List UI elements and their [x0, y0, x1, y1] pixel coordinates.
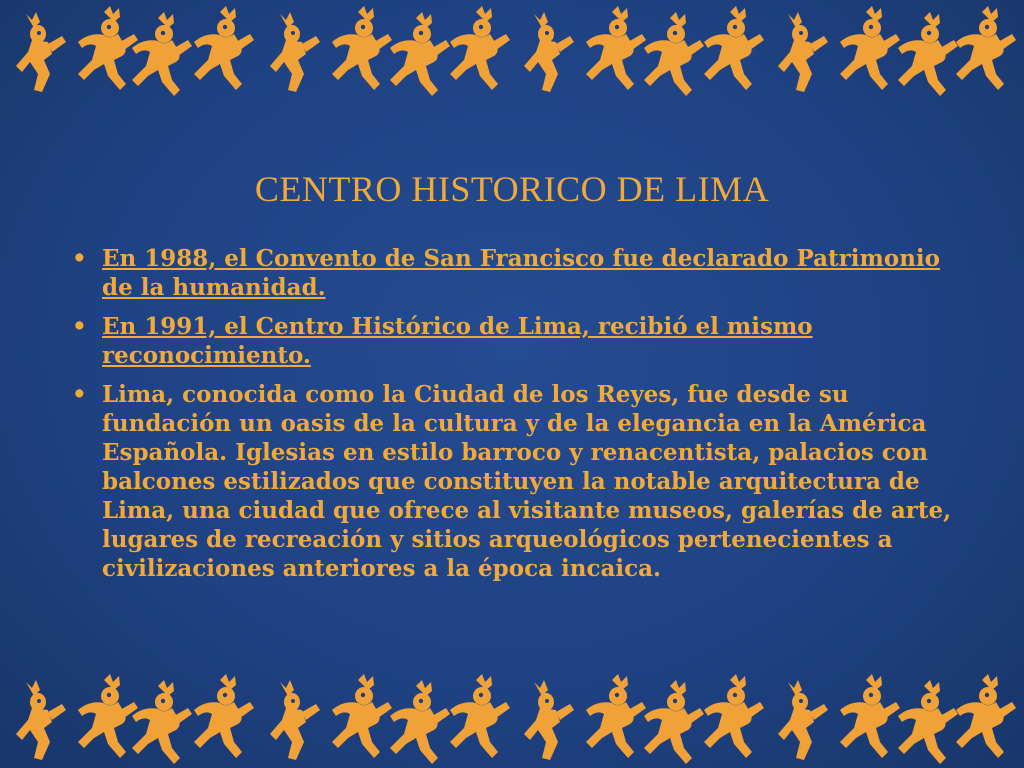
bullet-item[interactable] [72, 244, 952, 302]
decorative-frieze-top [0, 0, 1024, 100]
decorative-frieze-bottom [0, 668, 1024, 768]
bullet-icon: • [72, 313, 87, 340]
bullet-icon: • [72, 381, 87, 408]
bullet-list [72, 244, 952, 593]
bullet-text: Lima, conocida como la Ciudad de los Reyes, fue desde su fundación un oasis de la cultura y de la elegancia en la América Española. Iglesias en estilo barroco y renacentista, palacios con balcones estilizados que constituyen la notable arquitectura de Lima, una ciudad que ofrece al visitante museos, galerías de arte, lugares de recreación y sitios arqueológicos pertenecientes a civilizaciones anteriores a la época incaica. [102, 381, 952, 582]
figures-frieze-top-icon [0, 0, 1024, 100]
bullet-text-link[interactable]: En 1988, el Convento de San Francisco fue declarado Patrimonio de la humanidad. [102, 245, 941, 301]
bullet-item [72, 380, 952, 583]
bullet-icon: • [72, 245, 87, 272]
bullet-text-link[interactable]: En 1991, el Centro Histórico de Lima, recibió el mismo reconocimiento. [102, 313, 813, 369]
figures-frieze-bottom-icon [0, 668, 1024, 768]
slide-title: CENTRO HISTORICO DE LIMA [254, 169, 770, 209]
bullet-item[interactable] [72, 312, 952, 370]
